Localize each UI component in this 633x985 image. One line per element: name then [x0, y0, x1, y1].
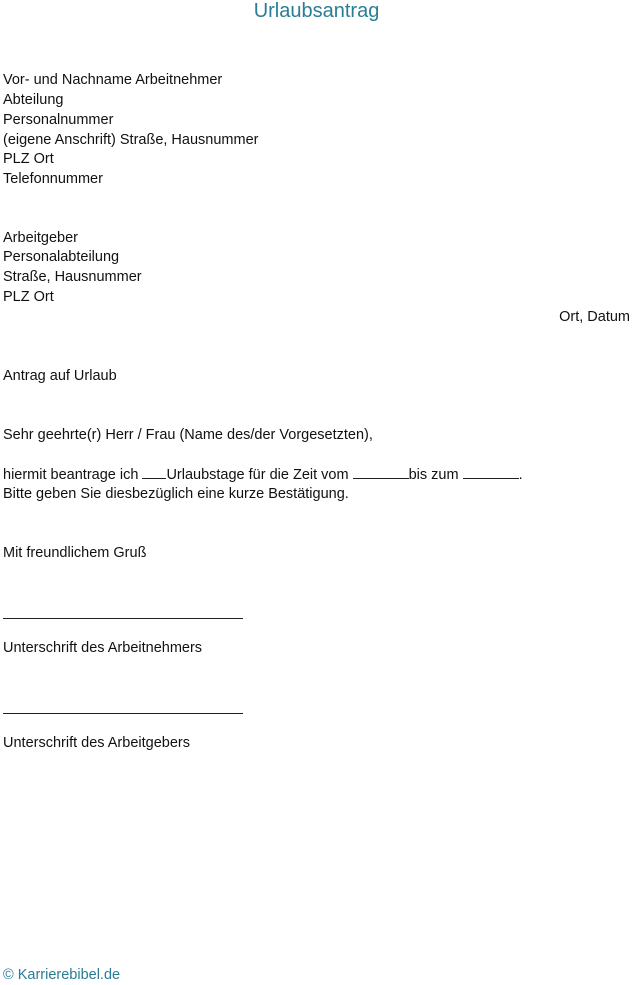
employer-name: Arbeitgeber [3, 230, 78, 246]
place-date: Ort, Datum [559, 309, 630, 325]
document-title: Urlaubsantrag [253, 0, 380, 22]
salutation: Sehr geehrte(r) Herr / Frau (Name des/der Vorgesetzten), [3, 427, 373, 443]
employer-department: Personalabteilung [3, 249, 120, 265]
employer-street: Straße, Hausnummer [3, 269, 142, 285]
copyright-footer: © Karrierebibel.de [3, 967, 121, 983]
employee-city: PLZ Ort [3, 151, 54, 167]
request-text-2: Urlaubstage für die Zeit vom [166, 467, 353, 483]
employer-signature-line [3, 713, 243, 714]
request-text-1: hiermit beantrage ich [3, 467, 143, 483]
days-blank [142, 464, 166, 479]
employer-signature-label: Unterschrift des Arbeitgebers [3, 735, 190, 751]
request-sentence [3, 464, 523, 485]
request-text-3: bis zum [408, 467, 463, 483]
employee-signature-line [3, 618, 243, 619]
closing: Mit freundlichem Gruß [3, 545, 147, 561]
employee-department: Abteilung [3, 92, 64, 108]
employee-phone: Telefonnummer [3, 171, 103, 187]
from-date-blank [353, 464, 409, 479]
to-date-blank [463, 464, 519, 479]
employee-street: (eigene Anschrift) Straße, Hausnummer [3, 132, 259, 148]
employer-city: PLZ Ort [3, 289, 54, 305]
employee-signature-label: Unterschrift des Arbeitnehmers [3, 640, 203, 656]
request-text-4: . [518, 467, 523, 483]
employee-name: Vor- und Nachname Arbeitnehmer [3, 72, 223, 88]
subject-line: Antrag auf Urlaub [3, 368, 117, 384]
confirmation-request: Bitte geben Sie diesbezüglich eine kurze Bestätigung. [3, 486, 349, 502]
employee-number: Personalnummer [3, 112, 114, 128]
